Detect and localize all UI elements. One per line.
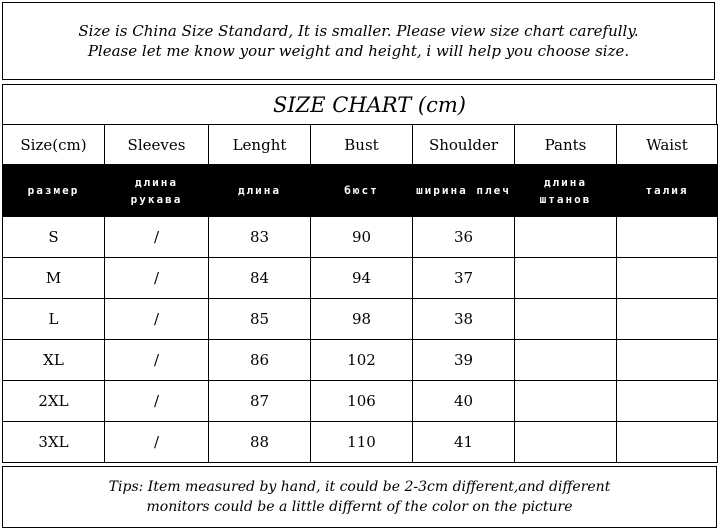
header-ru-shoulder: ширина плеч xyxy=(413,165,515,217)
cell-waist xyxy=(617,299,718,340)
table-row xyxy=(3,258,718,299)
cell-sleeves: / xyxy=(105,299,209,340)
notice-line-1: Size is China Size Standard, It is smaller. Please view size chart carefully. xyxy=(78,22,639,40)
cell-pants xyxy=(515,258,617,299)
cell-length: 86 xyxy=(209,340,311,381)
header-sleeves: Sleeves xyxy=(105,125,209,165)
table-row xyxy=(3,340,718,381)
cell-sleeves: / xyxy=(105,381,209,422)
cell-shoulder: 40 xyxy=(413,381,515,422)
header-size: Size(cm) xyxy=(3,125,105,165)
chart-title: SIZE CHART (cm) xyxy=(2,84,717,124)
cell-waist xyxy=(617,340,718,381)
cell-waist xyxy=(617,258,718,299)
table-row xyxy=(3,381,718,422)
tips-line-1: Tips: Item measured by hand, it could be 2-3cm different,and different xyxy=(108,479,611,495)
header-length: Lenght xyxy=(209,125,311,165)
cell-size: M xyxy=(3,258,105,299)
cell-bust: 110 xyxy=(311,422,413,463)
header-row-english xyxy=(3,125,718,165)
cell-bust: 90 xyxy=(311,217,413,258)
cell-pants xyxy=(515,422,617,463)
size-notice xyxy=(2,2,715,80)
cell-length: 83 xyxy=(209,217,311,258)
cell-length: 88 xyxy=(209,422,311,463)
header-waist: Waist xyxy=(617,125,718,165)
cell-shoulder: 39 xyxy=(413,340,515,381)
cell-waist xyxy=(617,381,718,422)
cell-size: 3XL xyxy=(3,422,105,463)
cell-size: L xyxy=(3,299,105,340)
cell-pants xyxy=(515,340,617,381)
cell-waist xyxy=(617,217,718,258)
cell-length: 87 xyxy=(209,381,311,422)
tips-note xyxy=(2,466,717,528)
cell-bust: 102 xyxy=(311,340,413,381)
cell-sleeves: / xyxy=(105,217,209,258)
cell-waist xyxy=(617,422,718,463)
cell-length: 85 xyxy=(209,299,311,340)
cell-sleeves: / xyxy=(105,258,209,299)
cell-bust: 94 xyxy=(311,258,413,299)
header-row-russian xyxy=(3,165,718,217)
header-ru-bust: бюст xyxy=(311,165,413,217)
header-bust: Bust xyxy=(311,125,413,165)
cell-sleeves: / xyxy=(105,422,209,463)
cell-pants xyxy=(515,217,617,258)
header-ru-size: размер xyxy=(3,165,105,217)
cell-shoulder: 36 xyxy=(413,217,515,258)
table-row xyxy=(3,299,718,340)
header-ru-waist: талия xyxy=(617,165,718,217)
cell-shoulder: 37 xyxy=(413,258,515,299)
table-row xyxy=(3,422,718,463)
header-ru-sleeves: длина рукава xyxy=(105,165,209,217)
header-pants: Pants xyxy=(515,125,617,165)
cell-shoulder: 38 xyxy=(413,299,515,340)
size-table xyxy=(2,124,718,463)
tips-line-2: monitors could be a little differnt of the color on the picture xyxy=(146,499,573,515)
cell-bust: 98 xyxy=(311,299,413,340)
table-row xyxy=(3,217,718,258)
cell-pants xyxy=(515,381,617,422)
cell-sleeves: / xyxy=(105,340,209,381)
notice-line-2: Please let me know your weight and height, i will help you choose size. xyxy=(87,42,630,60)
cell-bust: 106 xyxy=(311,381,413,422)
cell-shoulder: 41 xyxy=(413,422,515,463)
cell-length: 84 xyxy=(209,258,311,299)
header-shoulder: Shoulder xyxy=(413,125,515,165)
cell-size: 2XL xyxy=(3,381,105,422)
cell-size: XL xyxy=(3,340,105,381)
header-ru-pants: длина штанов xyxy=(515,165,617,217)
header-ru-length: длина xyxy=(209,165,311,217)
cell-pants xyxy=(515,299,617,340)
cell-size: S xyxy=(3,217,105,258)
